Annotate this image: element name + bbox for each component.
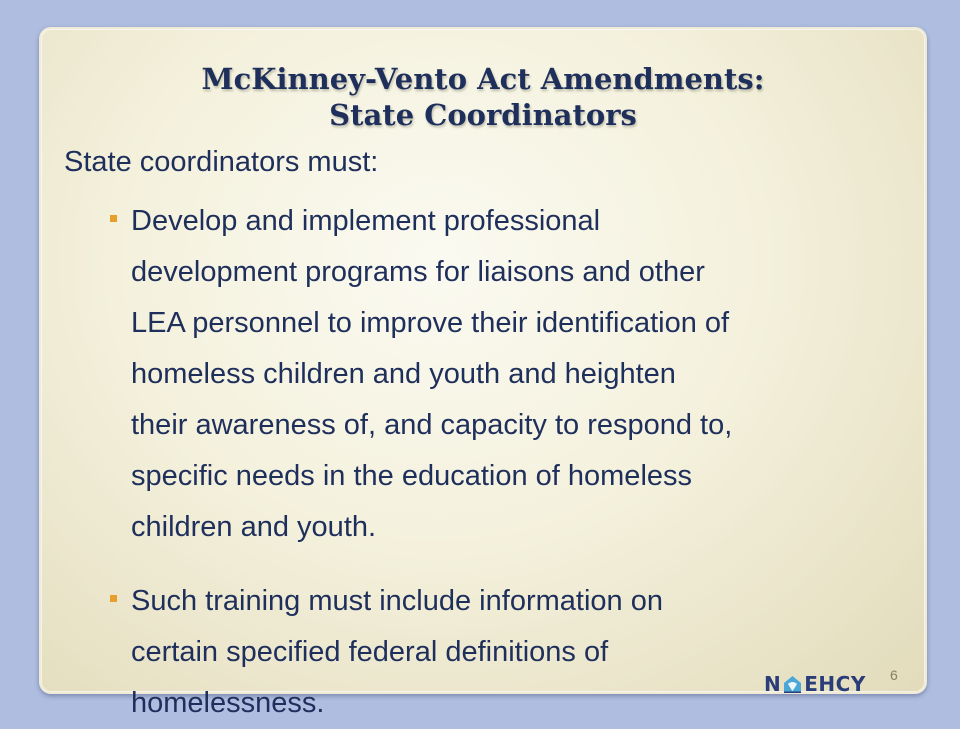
square-bullet-icon: [110, 595, 117, 602]
slide-title: [41, 61, 925, 133]
bullet-item: [110, 576, 920, 729]
square-bullet-icon: [110, 215, 117, 222]
bullet-list: [110, 196, 920, 729]
bullet-text-line: children and youth.: [131, 511, 377, 543]
bullet-item: [110, 196, 920, 553]
bullet-text-line: development programs for liaisons and other: [131, 256, 705, 288]
page-number: 6: [890, 667, 898, 683]
bullet-text-line: specific needs in the education of homeless: [131, 460, 693, 492]
bullet-text-line: Such training must include information on: [131, 585, 663, 617]
bullet-text-line: Develop and implement professional: [131, 205, 601, 237]
nchehcy-logo: [764, 670, 866, 698]
bullet-text-line: homeless children and youth and heighten: [131, 358, 676, 390]
logo-letters-rest: EHCY: [804, 672, 866, 696]
house-icon: [782, 674, 803, 694]
bullet-text-line: certain specified federal definitions of: [131, 636, 609, 668]
bullet-text-line: homelessness.: [131, 687, 325, 719]
slide-title-line-1: McKinney-Vento Act Amendments:: [201, 62, 765, 96]
intro-text: State coordinators must:: [64, 146, 379, 178]
logo-letter-n: N: [764, 672, 782, 696]
slide-title-line-2: State Coordinators: [329, 98, 637, 132]
bullet-text-line: their awareness of, and capacity to respond to,: [131, 409, 733, 441]
bullet-text-line: LEA personnel to improve their identification of: [131, 307, 730, 339]
